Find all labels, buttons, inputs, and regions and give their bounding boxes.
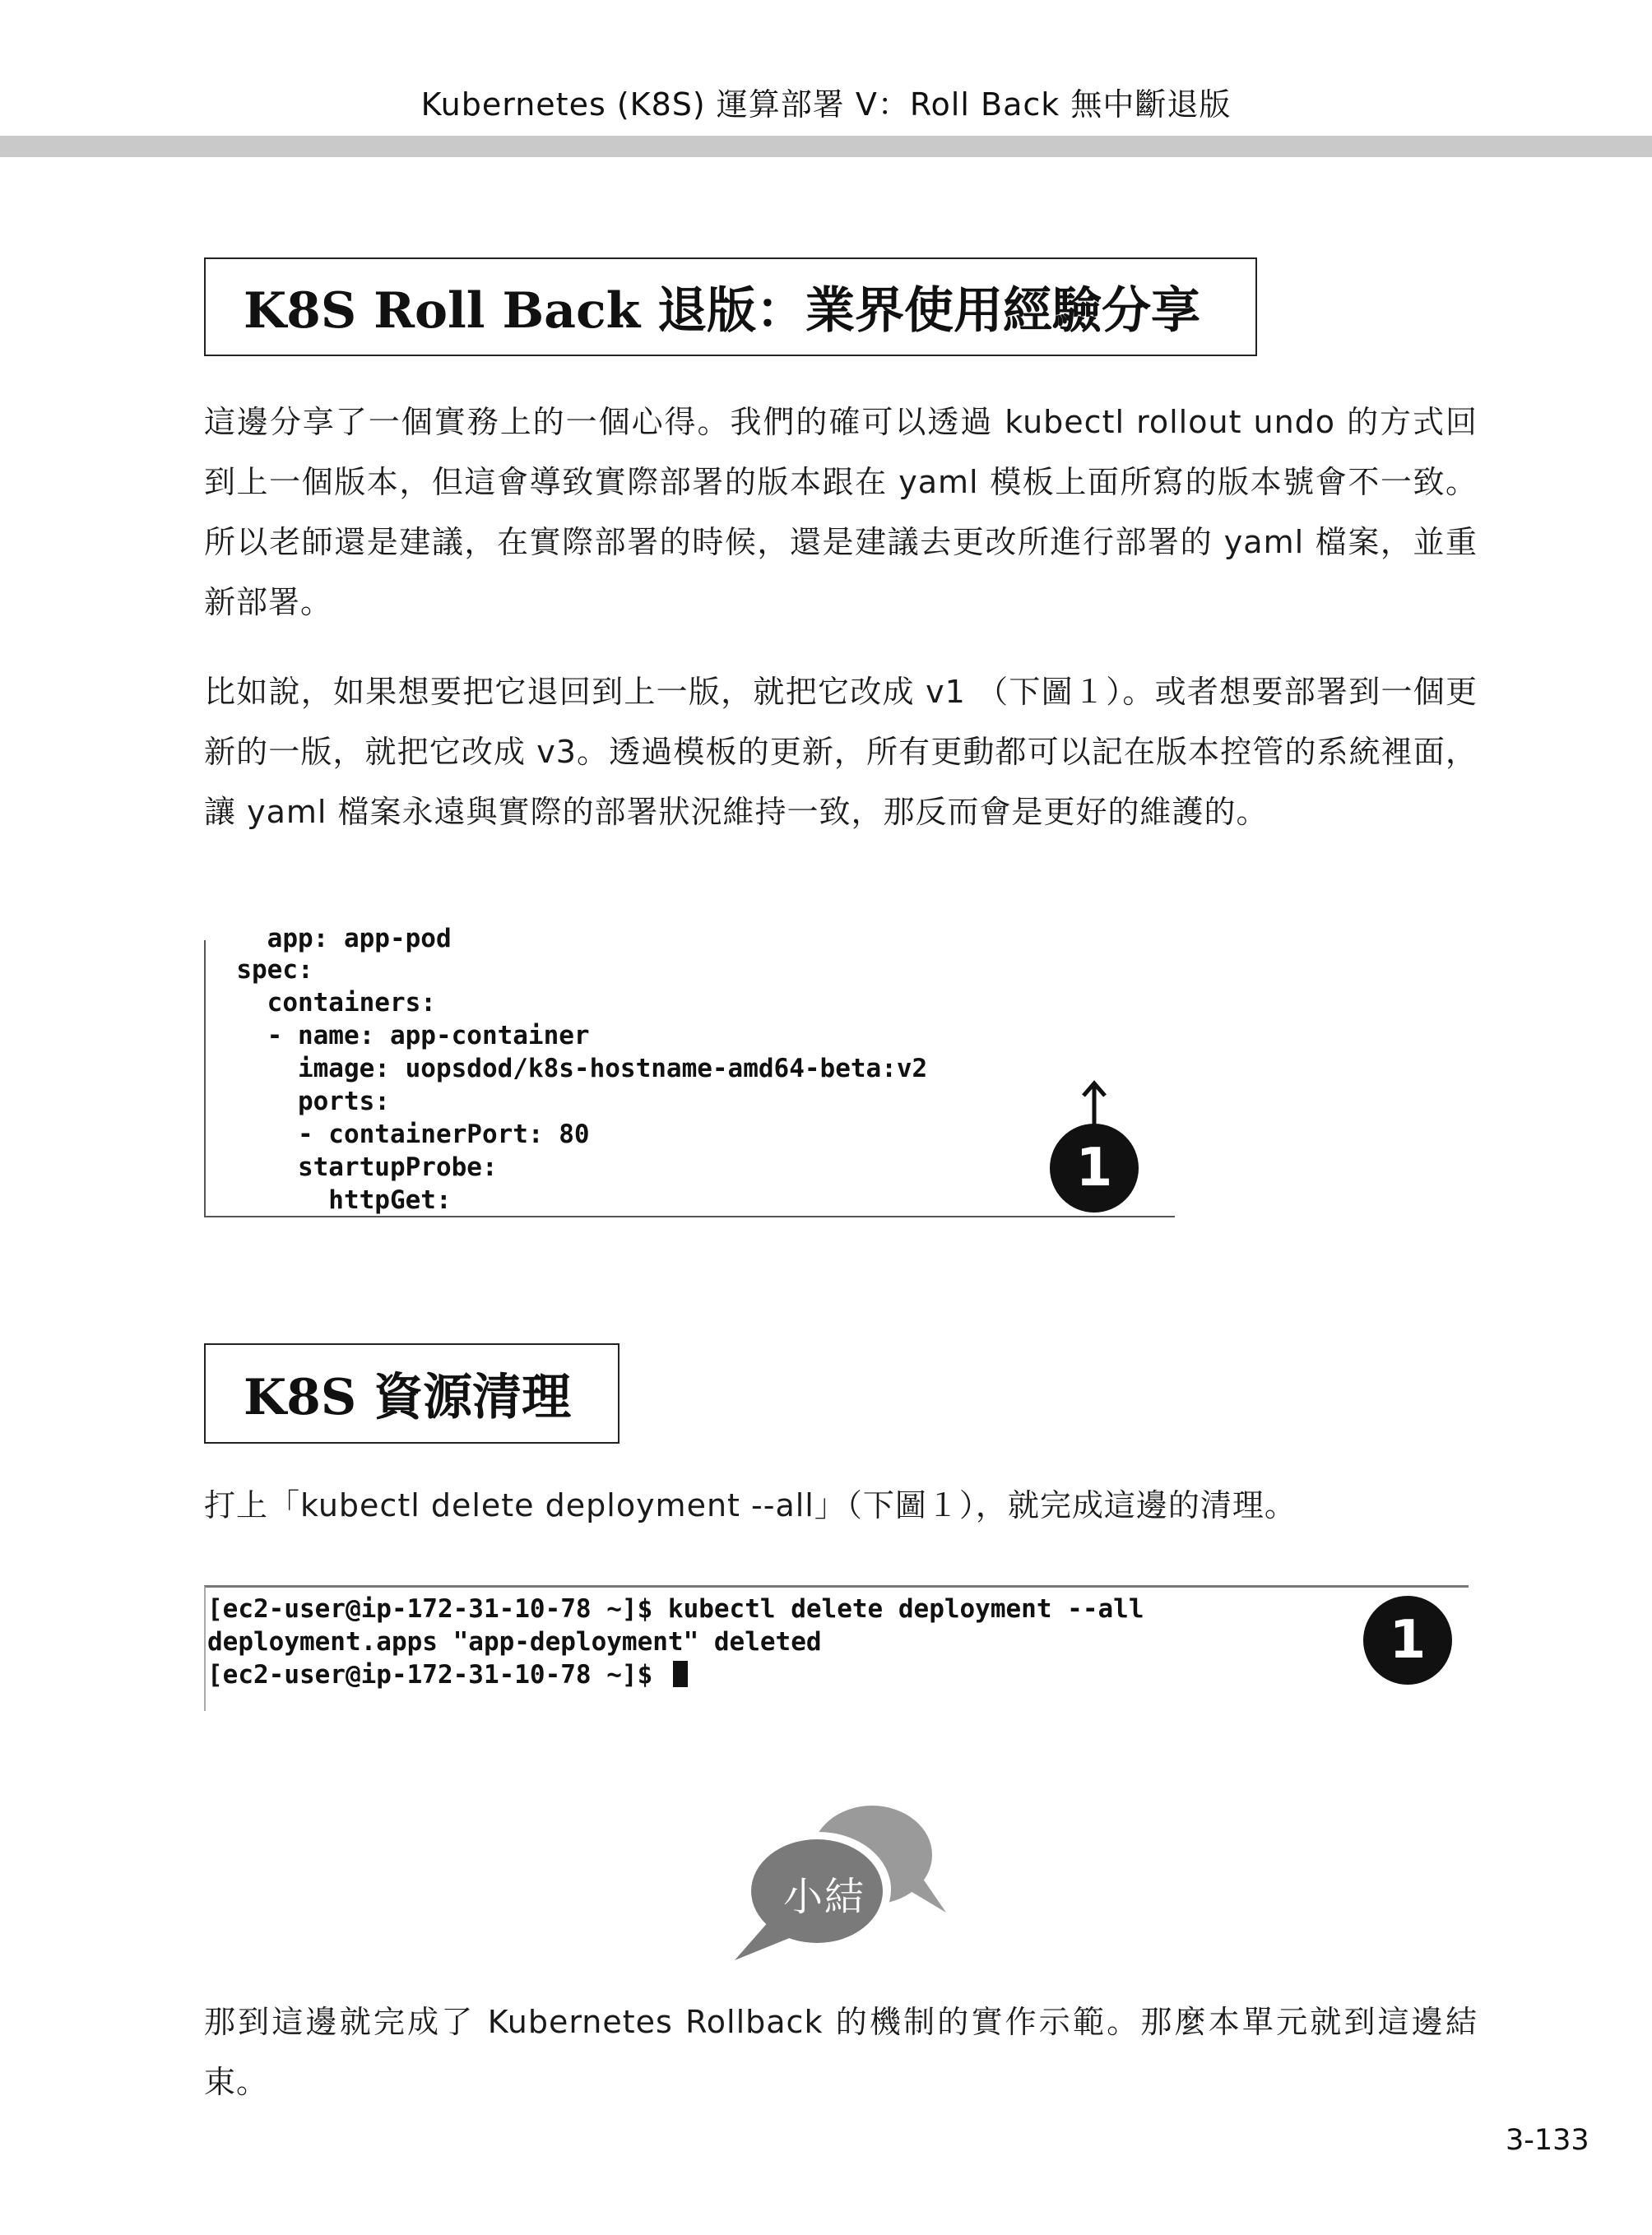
paragraph-summary: 那到這邊就完成了 Kubernetes Rollback 的機制的實作示範。那麼本單元就到這邊結束。 <box>204 2004 1478 2100</box>
section-heading-cleanup: K8S 資源清理 <box>204 1343 620 1444</box>
paragraph-rollback-experience: 這邊分享了一個實務上的一個心得。我們的確可以透過 kubectl rollout undo 的方式回到上一個版本，但這會導致實際部署的版本跟在 yaml 模板上面所寫的版本號會不一致。所以老師還是建議，在實際部署的時候，還是建議去更改所進行部署的 yaml 檔案，並重新部署。 <box>204 404 1478 620</box>
terminal-cursor <box>673 1661 688 1687</box>
terminal-prompt: [ec2-user@ip-172-31-10-78 ~]$ <box>207 1660 668 1690</box>
code-line: startupProbe: <box>206 1152 498 1182</box>
code-line: app: app-pod <box>206 924 452 953</box>
summary-speech-bubble <box>728 1797 950 1962</box>
code-line: - containerPort: 80 <box>206 1120 590 1149</box>
arrow-up-icon <box>1080 1079 1108 1127</box>
terminal-line: deployment.apps "app-deployment" deleted <box>207 1627 822 1657</box>
running-header: Kubernetes (K8S) 運算部署 V：Roll Back 無中斷退版 <box>420 86 1232 123</box>
code-line: httpGet: <box>206 1185 452 1215</box>
callout-badge-1: 1 <box>1050 1124 1139 1213</box>
terminal-prompt-line <box>207 1658 688 1691</box>
page-number: 3-133 <box>1506 2124 1589 2157</box>
summary-label: 小結 <box>782 1874 865 1920</box>
paragraph-cleanup: 打上「kubectl delete deployment --all」（下圖１），就完成這邊的清理。 <box>204 1487 1297 1523</box>
code-line: - name: app-container <box>206 1021 590 1050</box>
callout-badge-1: 1 <box>1363 1596 1452 1685</box>
paragraph-rollback-example: 比如說，如果想要把它退回到上一版，就把它改成 v1 （下圖１）。或者想要部署到一個更新的一版，就把它改成 v3。透過模板的更新，所有更動都可以記在版本控管的系統裡面，讓 yaml 檔案永遠與實際的部署狀況維持一致，那反而會是更好的維護的。 <box>204 674 1478 830</box>
terminal-screenshot <box>204 1585 1469 1711</box>
code-line: spec: <box>206 955 313 985</box>
header-divider-bar <box>0 136 1652 157</box>
section-heading-rollback: K8S Roll Back 退版：業界使用經驗分享 <box>204 257 1257 356</box>
yaml-code-screenshot <box>204 924 1175 1217</box>
terminal-line: [ec2-user@ip-172-31-10-78 ~]$ kubectl delete deployment --all <box>207 1594 1144 1624</box>
code-line-image-version: image: uopsdod/k8s-hostname-amd64-beta:v2 <box>206 1054 928 1083</box>
code-line: ports: <box>206 1087 390 1116</box>
code-line: containers: <box>206 988 436 1018</box>
